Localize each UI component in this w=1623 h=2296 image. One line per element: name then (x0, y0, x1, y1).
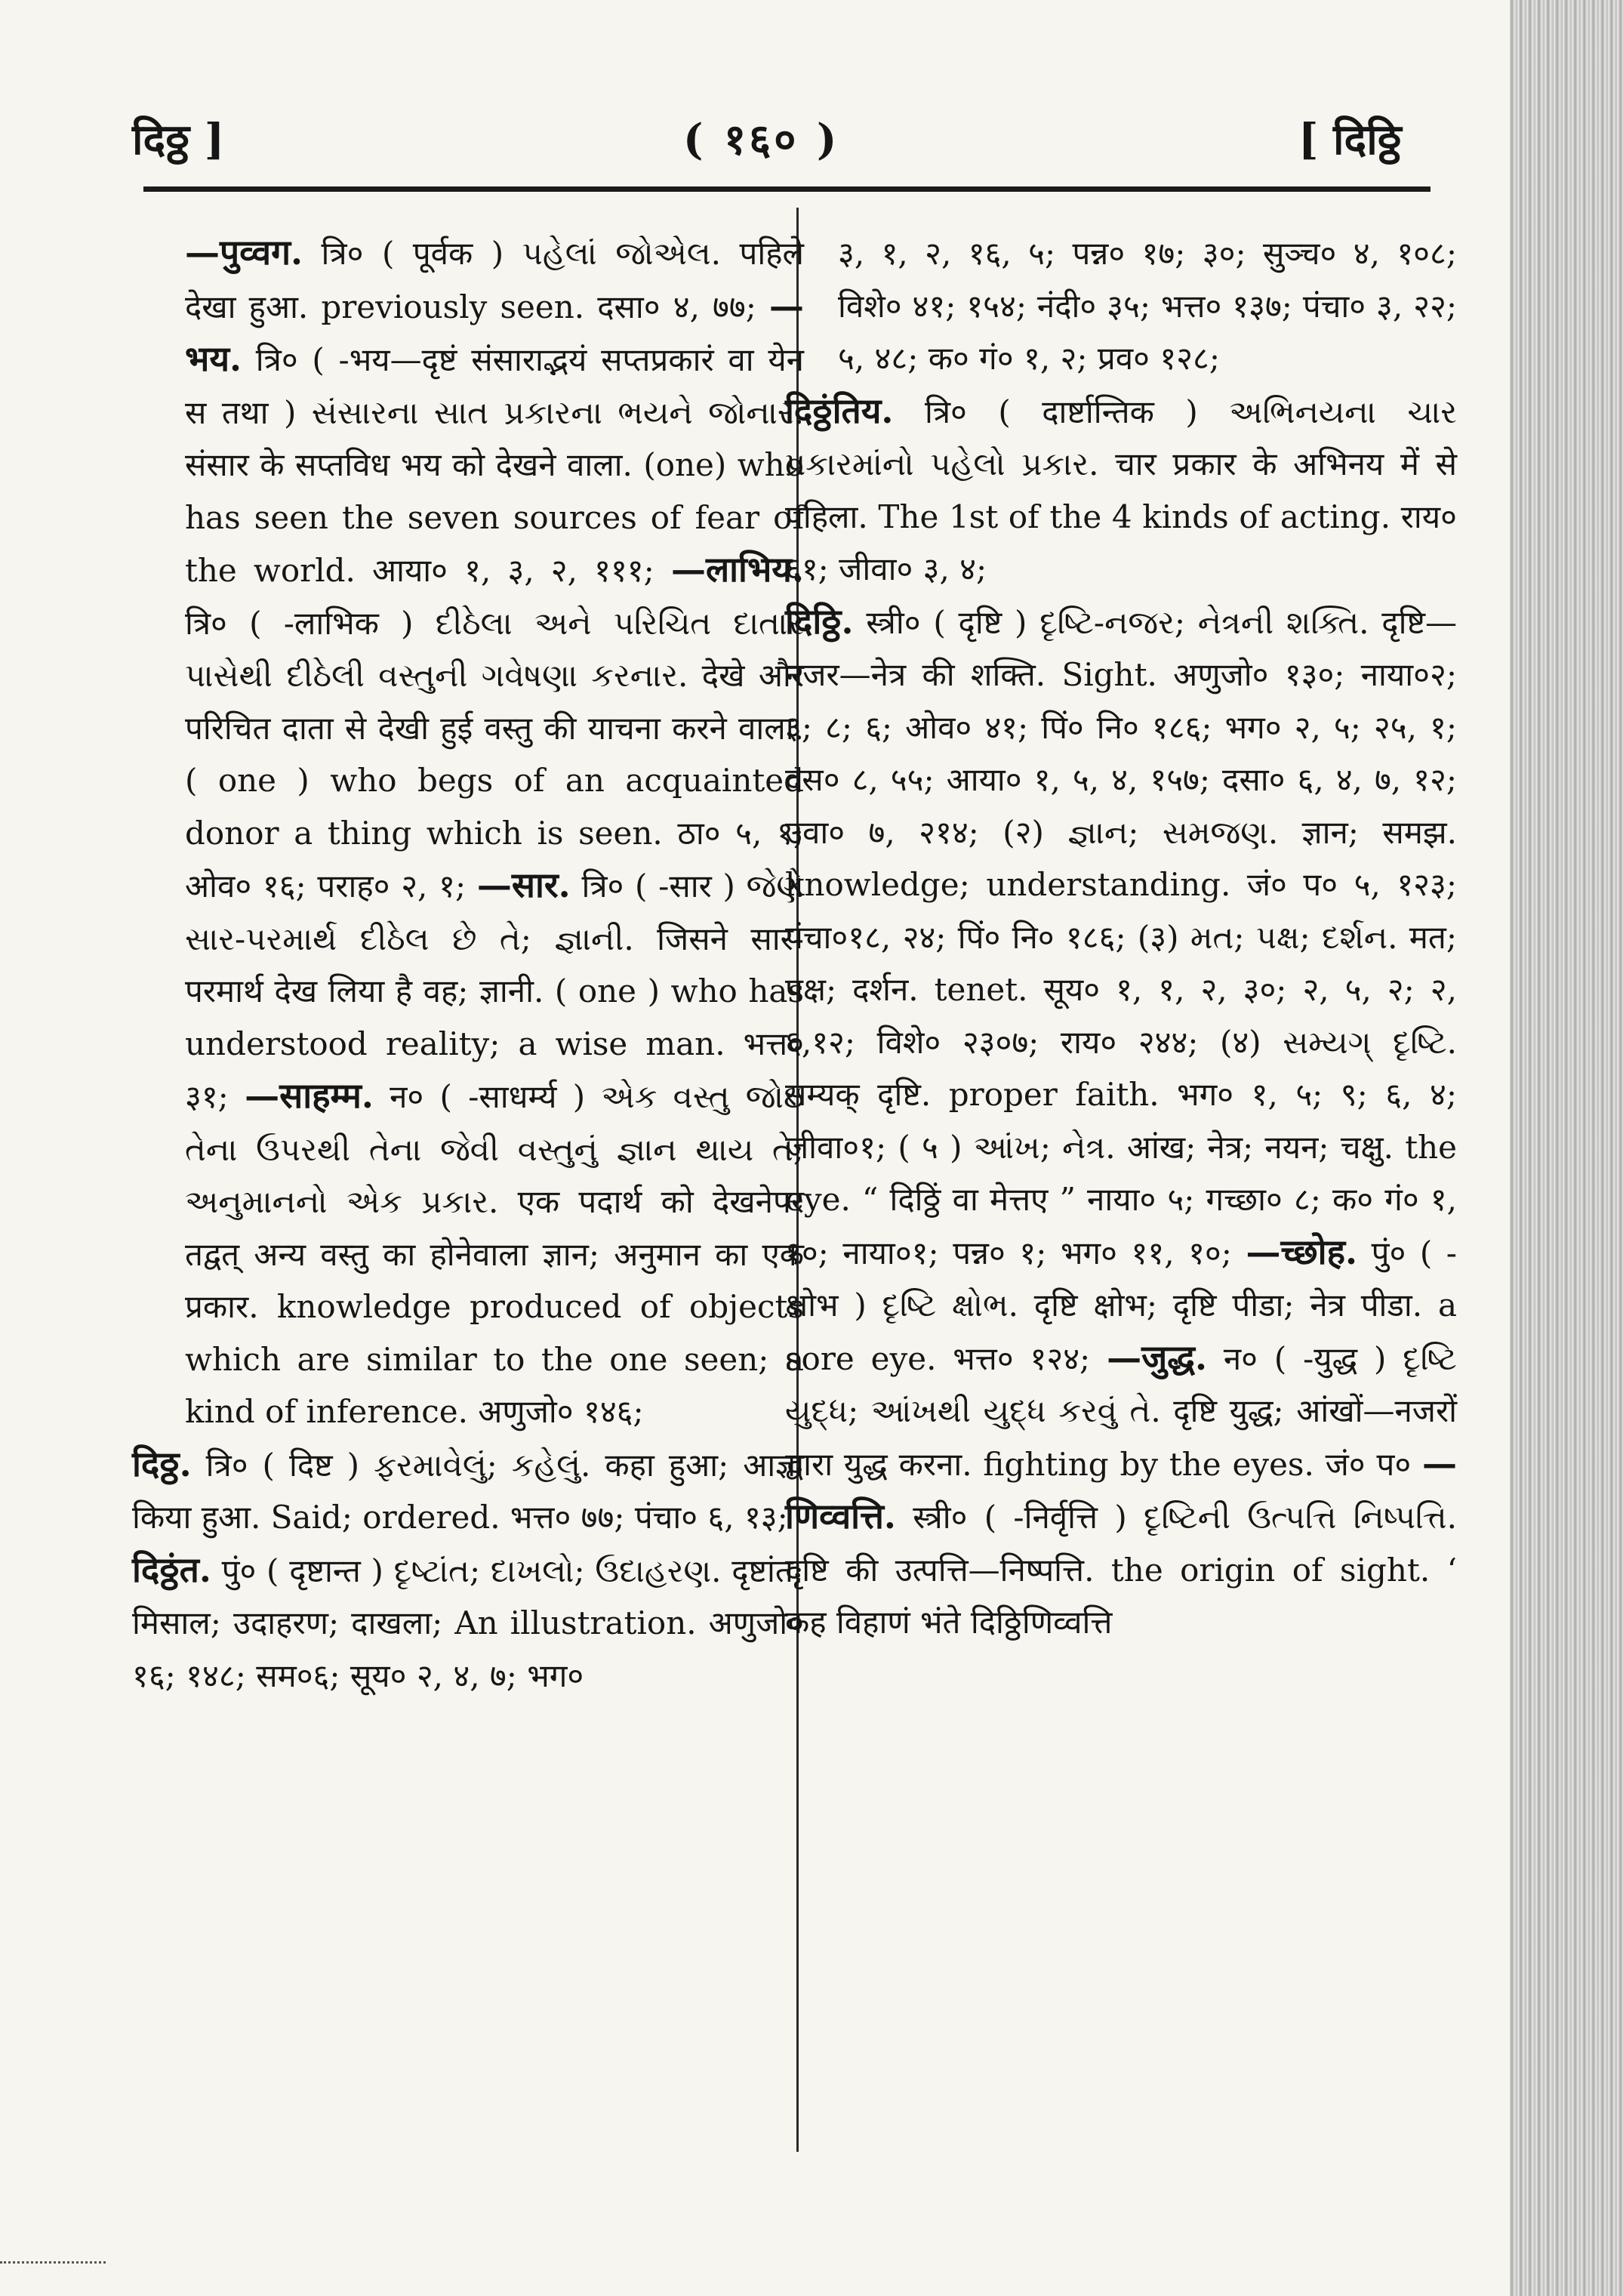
entry-headword: —णिव्वत्ति. (785, 1442, 1457, 1536)
page-number: ( १६० ) (683, 115, 840, 165)
dictionary-entry-continued (838, 227, 1457, 385)
entry-body: स्त्री० ( -निर्वृत्ति ) દૃષ્ટિની ઉત્પત્તિ નિષ્પત્તિ. दृष्टि की उत्पत्ति—निष्पत्ति. the origin of sight. ‘ कह विहाणं भंते दिठ्ठिणिव्वत्ति (785, 1499, 1457, 1641)
entry-headword: दिठ्ठंतिय. (785, 390, 894, 431)
entry-headword: —जुद्ध. (1107, 1336, 1207, 1378)
dictionary-entry (185, 227, 804, 1438)
header-rule (143, 186, 1431, 192)
entry-body: त्रि० ( पूर्वक ) પહેલાં જોએલ. पहिले देखा हुआ. previously seen. दसा० ४, ७७; (185, 235, 804, 325)
entry-body: न० ( -युद्ध ) દૃષ્ટિ યુદ્ધ; આંખથી યુદ્ધ કરવું તે. दृष्टि युद्ध; आंखों—नजरों द्वारा युद्ध करना. fighting by the eyes. जं० प० (785, 1339, 1457, 1483)
entry-body: त्रि० ( दार्ष्टान्तिक ) અભિનયના ચાર પ્રકારમાંનો પહેલો પ્રકાર. चार प्रकार के अभिनय में से पहिला. The 1st of the 4 kinds of acting. राय० ६१; जीवा० ३, ४; (785, 393, 1457, 587)
entry-headword: —साहम्म. (245, 1075, 374, 1116)
entry-headword: —भय. (185, 285, 804, 379)
footer-dotted-line (0, 2261, 106, 2264)
entry-headword: —सार. (476, 864, 571, 905)
scanned-page-edge (1510, 0, 1623, 2296)
entry-body: त्रि० ( -सार ) જેણે સાર-પરમાર્થ દીઠેલ છે તે; જ્ઞાની. जिसने सार-परमार्थ देख लिया है वह; ज्ञानी. ( one ) who has understood reality; a wise man. भत्त० ३१; (185, 868, 804, 1115)
header-right-guide-word: [ दिठ्ठि (1298, 115, 1402, 165)
entry-body: त्रि० ( -लाभिक ) દીઠેલા અને પરિચિત દાતાર પાસેથી દીઠેલી વસ્તુની ગવેષણા કરનાર. देखे और परिचित दाता से देखी हुई वस्तु की याचना करने वाला. ( one ) who begs of an acquainted donor a thing which is seen. ठा० ५, १; ओव० १६; पराह० २, १; (185, 604, 804, 905)
dictionary-entry (785, 385, 1457, 596)
dictionary-entry (132, 1544, 804, 1703)
entry-body: त्रि० ( दिष्ट ) ફરમાવેલું; કહેલું. कहा हुआ; आज्ञा किया हुआ. Said; ordered. भत्त० ७७; पंचा० ६, १३; (132, 1446, 804, 1536)
entry-headword: —च्छोह. (1246, 1231, 1358, 1272)
entry-headword: दिठ्ठ. (132, 1443, 192, 1484)
page-header (0, 102, 1510, 170)
entry-headword: —लाभिय. (670, 549, 804, 590)
entry-body: स्त्री० ( दृष्टि ) દૃષ્ટિ-નજર; નેત્રની શક્તિ. दृष्टि—नजर—नेत्र की शक्ति. Sight. अणुजो० १३०; नाया०२; ३; ८; ६; ओव० ४१; पिं० नि० १८६; भग० २, ५; २५, १; दस० ८, ५५; आया० १, ५, ४, १५७; दसा० ६, ४, ७, १२; उवा० ७, २१४; (२) જ્ઞાન; સમજણ. ज्ञान; समझ. knowledge; understanding. जं० प० ५, १२३; पंचा०१८, २४; पिं० नि० १८६; (३) મત; પક્ષ; દર્શન. मत; पक्ष; दर्शन. tenet. सूय० १, १, २, ३०; २, ५, २; २, ६,१२; विशे० २३०७; राय० २४४; (४) સમ્યગ્ દૃષ્ટિ. सम्यक् दृष्टि. proper faith. भग० १, ५; ९; ६, ४; जीवा०१; ( ५ ) આંખ; નેત્ર. आंख; नेत्र; नयन; चक्षु. the eye. “ दिठ्ठिं वा मेत्तए ” नाया० ५; गच्छा० ८; क० गं० १, १०; नाया०१; पन्न० १; भग० ११, १०; (785, 603, 1457, 1271)
entry-body: पुं० ( दृष्टान्त ) દૃષ્ટાંત; દાખલો; ઉદાહરણ. दृष्टांत; मिसाल; उदाहरण; दाखला; An illustration. अणुजो० १६; १४८; सम०६; सूय० २, ४, ७; भग० (132, 1552, 804, 1694)
entry-body: ३, १, २, १६, ५; पन्न० १७; ३०; सुञ्च० ४, १०८; विशे० ४१; १५४; नंदी० ३५; भत्त० १३७; पंचा० ३, २२; ५, ४८; क० गं० १, २; प्रव० १२८; (838, 235, 1457, 377)
dictionary-entry (785, 596, 1457, 1649)
entry-body: पुं० ( -क्षोभ ) દૃષ્ટિ ક્ષોભ. दृष्टि क्षोभ; दृष्टि पीडा; नेत्र पीडा. a sore eye. भत्त० १२४; (785, 1234, 1457, 1377)
left-column (132, 227, 804, 1702)
header-left-guide-word: दिठ्ठ ] (132, 115, 225, 165)
dictionary-entry (132, 1438, 804, 1544)
right-column (785, 227, 1457, 1649)
entry-headword: —पुव्वग. (185, 232, 303, 273)
entry-headword: दिठ्ठंत. (132, 1549, 211, 1590)
entry-body: त्रि० ( -भय—दृष्टं संसाराद्भयं सप्तप्रकारं वा येन स तथा ) સંસારના સાત પ્રકારના ભયને જોનાર. संसार के सप्तविध भय को देखने वाला. (one) who has seen the seven sources of fear of the world. आया० १, ३, २, १११; (185, 341, 804, 589)
entry-body: न० ( -साधर्म्य ) એક વસ્તુ જોઇ તેના ઉપરથી તેના જેવી વસ્તુનું જ્ઞાન થાય તે; અનુમાનનો એક પ્રકાર. एक पदार्थ को देखनेपर तद्वत् अन्य वस्तु का होनेवाला ज्ञान; अनुमान का एक प्रकार. knowledge produced of objects which are similar to the one seen; a kind of inference. अणुजो० १४६; (185, 1078, 804, 1430)
entry-headword: दिठ्ठि. (785, 600, 854, 642)
